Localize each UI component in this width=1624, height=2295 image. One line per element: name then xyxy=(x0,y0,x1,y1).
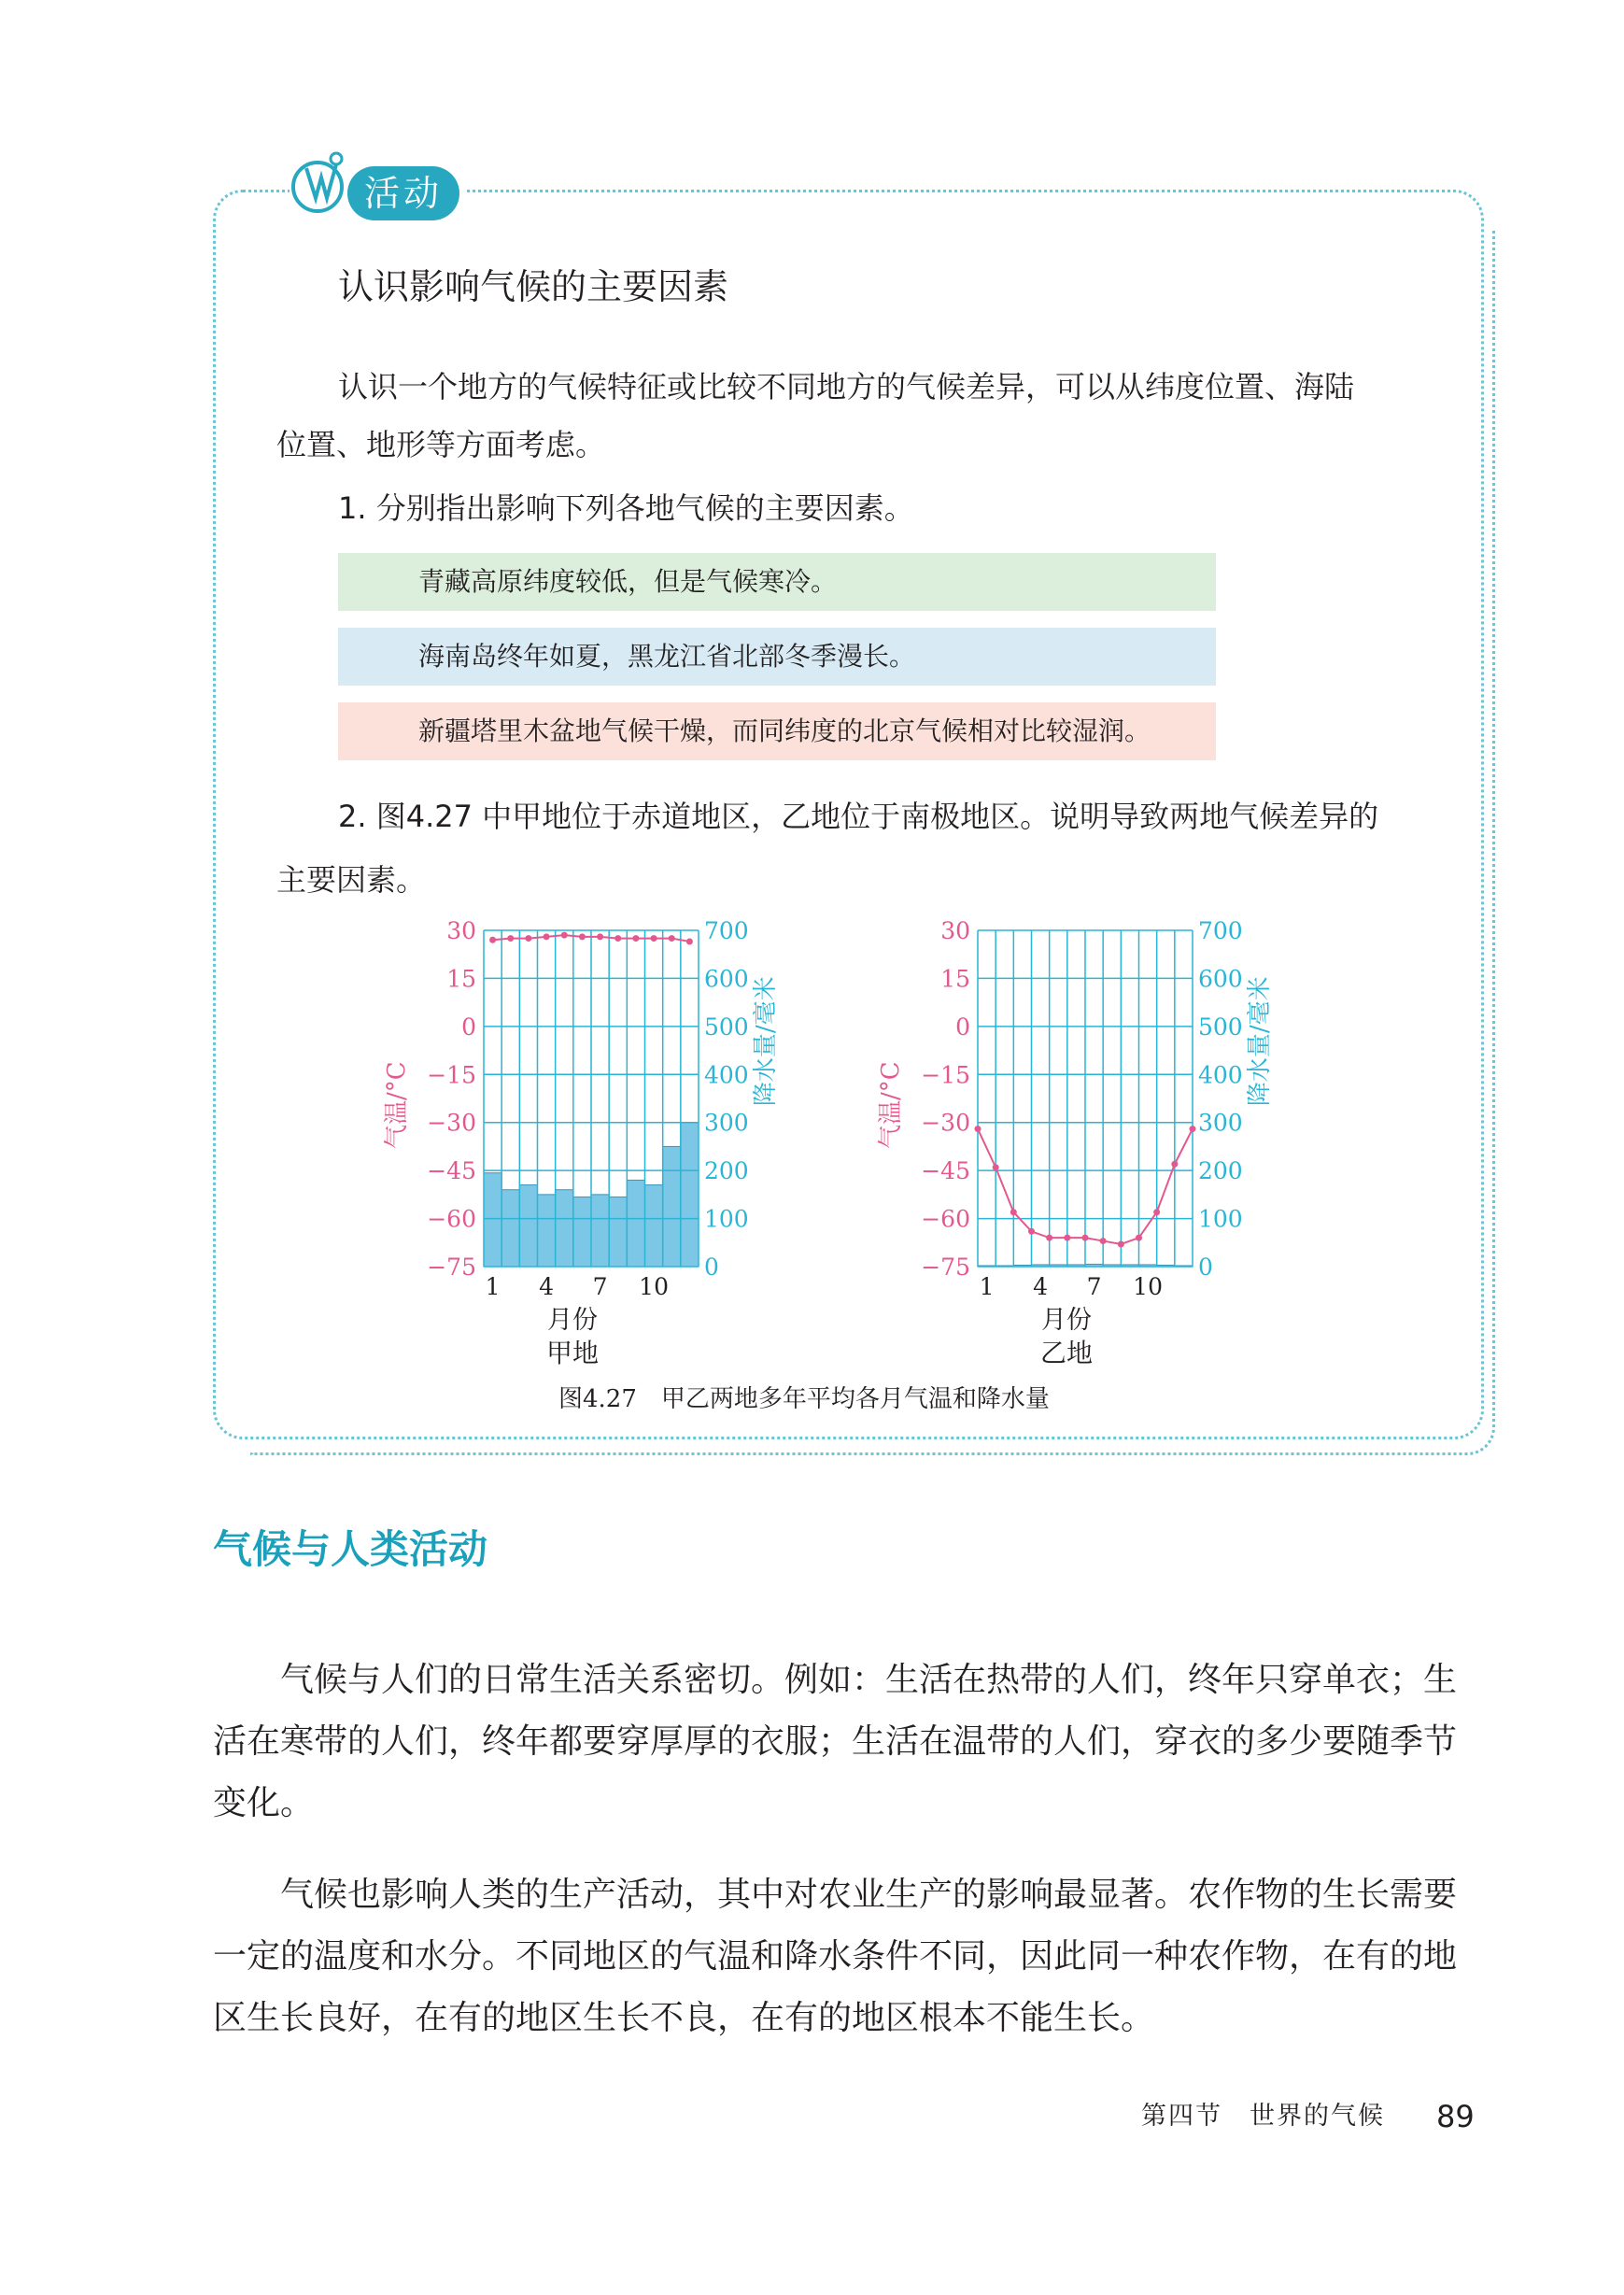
temp-tick-label: −60 xyxy=(427,1205,476,1233)
temperature-point xyxy=(632,935,639,942)
footer-section-label: 第四节 世界的气候 xyxy=(1141,2102,1385,2131)
precip-bar xyxy=(681,1123,699,1267)
climate-charts xyxy=(355,906,1326,1392)
month-tick-label: 4 xyxy=(1033,1273,1049,1300)
figure-caption: 图4.27 甲乙两地多年平均各月气温和降水量 xyxy=(558,1385,1050,1413)
x-axis-label: 月份 xyxy=(547,1306,598,1335)
month-tick-label: 1 xyxy=(979,1273,995,1300)
right-axis-label: 降水量/毫米 xyxy=(752,976,780,1107)
temp-tick-label: −45 xyxy=(427,1157,476,1185)
temperature-point xyxy=(993,1164,999,1170)
month-tick-label: 7 xyxy=(1086,1273,1102,1300)
temp-tick-label: −30 xyxy=(427,1109,476,1137)
temp-tick-label: 30 xyxy=(446,917,476,944)
temperature-point xyxy=(975,1126,981,1132)
section-paragraph-1: 气候与人们的日常生活关系密切。例如：生活在热带的人们，终年只穿单衣；生活在寒带的人们，终年都要穿厚厚的衣服；生活在温带的人们，穿衣的多少要随季节变化。 xyxy=(213,1661,1458,1822)
factor-strip-xinjiang: 新疆塔里木盆地气候干燥，而同纬度的北京气候相对比较湿润。 xyxy=(338,702,1216,760)
temp-tick-label: −15 xyxy=(921,1061,970,1089)
factor-strip-hainan: 海南岛终年如夏，黑龙江省北部冬季漫长。 xyxy=(338,628,1216,686)
section-title: 气候与人类活动 xyxy=(213,1526,488,1572)
temperature-point xyxy=(651,935,657,942)
left-axis-label: 气温/°C xyxy=(383,1061,411,1150)
temperature-point xyxy=(1082,1235,1089,1241)
temperature-point xyxy=(1190,1126,1196,1132)
chart-title: 甲地 xyxy=(545,1338,600,1368)
temperature-point xyxy=(507,935,514,942)
temperature-point xyxy=(597,933,603,940)
temp-tick-label: −75 xyxy=(921,1254,970,1281)
question-2-line2: 主要因素。 xyxy=(276,862,427,898)
temp-tick-label: 15 xyxy=(446,965,476,993)
activity-intro-line1: 认识一个地方的气候特征或比较不同地方的气候差异，可以从纬度位置、海陆 xyxy=(338,369,1355,404)
section-paragraph-2: 气候也影响人类的生产活动，其中对农业生产的影响最显著。农作物的生长需要一定的温度和水分。不同地区的气温和降水条件不同，因此同一种农作物，在有的地区生长良好，在有的地区生长不良，在有的地区根本不能生长。 xyxy=(213,1876,1458,2037)
temp-tick-label: 15 xyxy=(940,965,970,993)
activity-logo-icon xyxy=(289,140,355,220)
temperature-point xyxy=(1064,1235,1070,1241)
right-axis-label: 降水量/毫米 xyxy=(1246,976,1274,1107)
temp-tick-label: −15 xyxy=(427,1061,476,1089)
precip-tick-label: 100 xyxy=(704,1205,749,1233)
precip-bar xyxy=(627,1180,644,1267)
temperature-point xyxy=(686,939,693,945)
temperature-point xyxy=(525,935,531,942)
precip-bar xyxy=(519,1185,537,1267)
temperature-point xyxy=(1153,1209,1160,1215)
month-tick-label: 7 xyxy=(592,1273,608,1300)
month-tick-label: 1 xyxy=(485,1273,501,1300)
precip-tick-label: 500 xyxy=(704,1013,749,1041)
temp-tick-label: −30 xyxy=(921,1109,970,1137)
temp-tick-label: 30 xyxy=(940,917,970,944)
precip-tick-label: 300 xyxy=(704,1109,749,1137)
temperature-point xyxy=(561,932,568,939)
precip-tick-label: 200 xyxy=(704,1157,749,1185)
question-2-line1: 2. 图4.27 中甲地位于赤道地区，乙地位于南极地区。说明导致两地气候差异的 xyxy=(338,799,1379,834)
temp-tick-label: −60 xyxy=(921,1205,970,1233)
precip-bar xyxy=(538,1195,556,1267)
precip-bar xyxy=(484,1173,501,1267)
temp-tick-label: −45 xyxy=(921,1157,970,1185)
climate-chart-1 xyxy=(484,930,699,1267)
month-tick-label: 10 xyxy=(1133,1273,1163,1300)
precip-bar xyxy=(591,1195,609,1267)
precip-tick-label: 600 xyxy=(1198,965,1243,993)
month-tick-label: 4 xyxy=(539,1273,555,1300)
activity-heading: 认识影响气候的主要因素 xyxy=(338,266,729,307)
precip-tick-label: 0 xyxy=(1198,1254,1213,1281)
temperature-point xyxy=(544,933,550,940)
footer-page-number: 89 xyxy=(1436,2099,1475,2134)
temperature-point xyxy=(1136,1235,1142,1241)
precip-bar xyxy=(609,1197,627,1267)
month-tick-label: 10 xyxy=(639,1273,669,1300)
precip-tick-label: 300 xyxy=(1198,1109,1243,1137)
factor-strip-tibet: 青藏高原纬度较低，但是气候寒冷。 xyxy=(338,553,1216,611)
temp-tick-label: 0 xyxy=(955,1013,970,1041)
precip-tick-label: 700 xyxy=(704,917,749,944)
question-1: 1. 分别指出影响下列各地气候的主要因素。 xyxy=(338,490,914,526)
chart-title: 乙地 xyxy=(1039,1338,1094,1368)
precip-bar xyxy=(645,1185,663,1267)
activity-intro-line2: 位置、地形等方面考虑。 xyxy=(276,427,606,462)
temperature-point xyxy=(579,933,586,940)
temperature-point xyxy=(1046,1235,1052,1241)
left-axis-label: 气温/°C xyxy=(877,1061,905,1150)
climate-chart-2 xyxy=(975,930,1196,1267)
precip-tick-label: 700 xyxy=(1198,917,1243,944)
temp-tick-label: 0 xyxy=(461,1013,476,1041)
x-axis-label: 月份 xyxy=(1041,1306,1092,1335)
precip-tick-label: 500 xyxy=(1198,1013,1243,1041)
precip-bar xyxy=(573,1197,591,1267)
temperature-point xyxy=(489,937,496,943)
activity-badge: 活动 xyxy=(347,166,459,220)
precip-bar xyxy=(663,1146,681,1267)
temperature-point xyxy=(614,935,621,942)
temperature-point xyxy=(1171,1161,1178,1168)
precip-bar xyxy=(501,1190,519,1267)
precip-tick-label: 100 xyxy=(1198,1205,1243,1233)
temp-tick-label: −75 xyxy=(427,1254,476,1281)
temperature-point xyxy=(1010,1209,1017,1215)
precip-tick-label: 200 xyxy=(1198,1157,1243,1185)
temperature-point xyxy=(669,935,675,942)
temperature-point xyxy=(1100,1238,1107,1244)
precip-tick-label: 600 xyxy=(704,965,749,993)
precip-tick-label: 400 xyxy=(704,1061,749,1089)
temperature-point xyxy=(1118,1241,1124,1248)
precip-tick-label: 400 xyxy=(1198,1061,1243,1089)
temperature-point xyxy=(1028,1228,1035,1235)
precip-bar xyxy=(556,1190,573,1267)
precip-tick-label: 0 xyxy=(704,1254,719,1281)
